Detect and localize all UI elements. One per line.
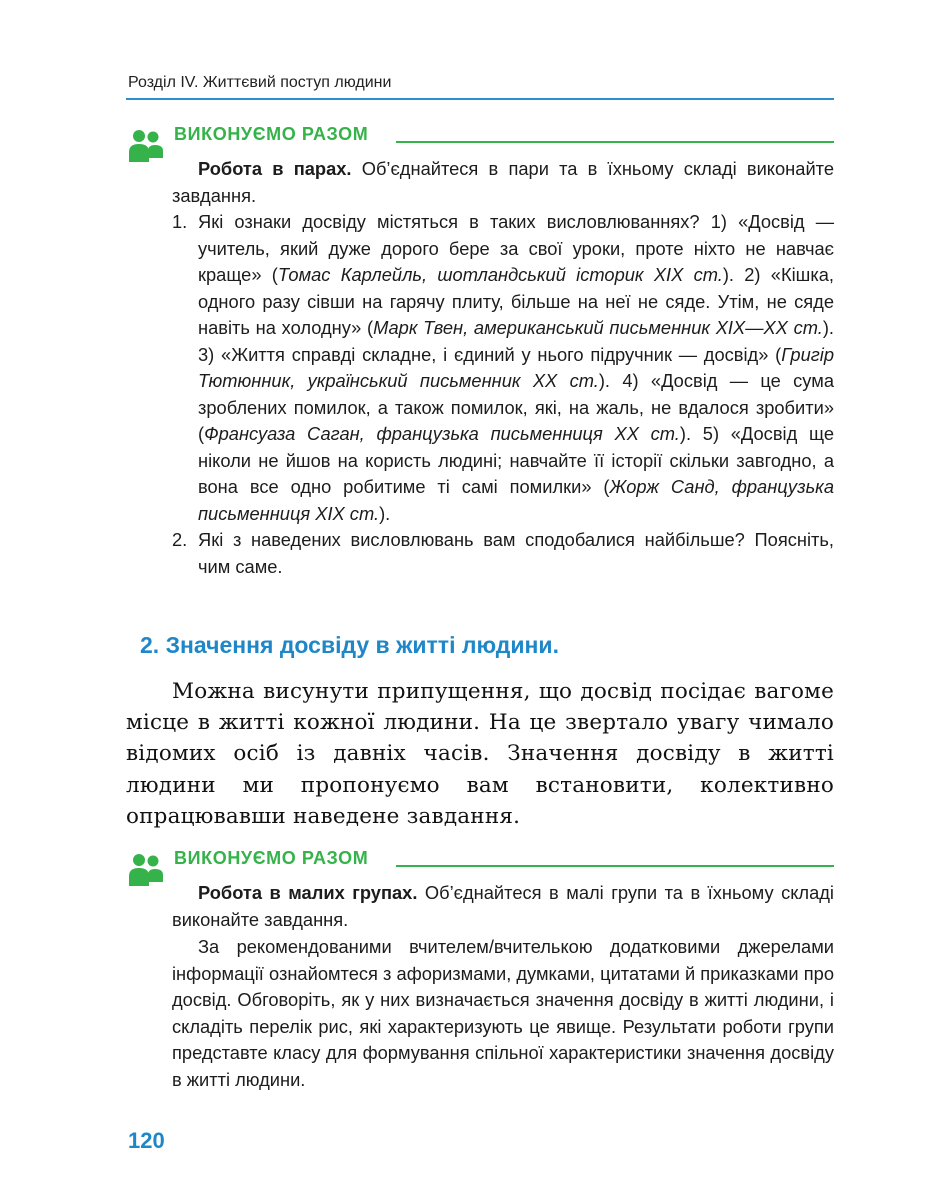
task-instruction: Об’єднайтеся в малі групи та в їхньому складі виконайте завдання. xyxy=(172,882,834,930)
header-rule xyxy=(126,98,834,100)
quote-text: ). 4) «Досвід — це сума зроблених помилок, а також помилок, які, на жаль, не вдалося зробити» ( xyxy=(198,370,834,444)
quote-attribution: Григір Тютюнник, український письменник XX ст. xyxy=(198,343,834,391)
quote-attribution: Марк Твен, американський письменник XIX—XX ст. xyxy=(373,317,823,338)
quote-text: ). 5) «Досвід ще ніколи не йшов на користь людині; навчайте її історії скільки завгодно, а вона все одно робитиме ті самі помилки» ( xyxy=(198,423,834,497)
running-head: Розділ IV. Життєвий поступ людини xyxy=(128,74,392,91)
section-title: 2. Значення досвіду в житті людини. xyxy=(140,632,559,658)
task-type: Робота в малих групах. xyxy=(198,882,418,903)
page-number: 120 xyxy=(128,1128,165,1153)
activity-box-title: ВИКОНУЄМО РАЗОМ xyxy=(174,848,372,869)
activity-box-rule xyxy=(396,865,834,867)
quote-attribution: Франсуаза Саган, французька письменниця XX ст. xyxy=(204,423,680,444)
quote-text: ). 2) «Кішка, одного разу сівши на гарячу плиту, більше на неї не сяде. Утім, не сяде навіть на холодну» ( xyxy=(198,264,834,338)
item-2-text: Які з наведених висловлювань вам сподобалися найбільше? Поясніть, чим саме. xyxy=(198,529,834,577)
task-intro xyxy=(128,156,834,209)
activity-box-title: ВИКОНУЄМО РАЗОМ xyxy=(174,124,372,145)
quote-text: Які ознаки досвіду містяться в таких висловлюваннях? 1) «Досвід — учитель, який дуже дорого бере за свої уроки, проте ніхто не навчає краще» ( xyxy=(198,211,834,285)
task-type: Робота в парах. xyxy=(198,158,352,179)
item-1-text xyxy=(198,211,834,524)
task-intro xyxy=(128,880,834,933)
people-group-icon xyxy=(128,128,164,162)
quote-attribution: Томас Карлейль, шотландський історик XIX ст. xyxy=(277,264,723,285)
task-item-1 xyxy=(128,209,834,527)
task-item-2 xyxy=(128,527,834,580)
item-number: 2. xyxy=(172,529,188,550)
people-group-icon xyxy=(128,852,164,886)
activity-box-header xyxy=(128,848,834,878)
quote-text: ). 3) «Життя справді складне, і єдиний у нього підручник — досвід» ( xyxy=(198,317,834,365)
item-number: 1. xyxy=(172,211,188,232)
activity-box-groups xyxy=(128,848,834,1093)
quote-attribution: Жорж Санд, французька письменниця XIX ст. xyxy=(198,476,834,524)
activity-box-pairs xyxy=(128,124,834,580)
quote-text: ). xyxy=(379,502,391,524)
activity-box-rule xyxy=(396,141,834,143)
task-paragraph: За рекомендованими вчителем/вчителькою додатковими джерелами інформації ознайомтеся з афоризмами, думками, цитатами й приказками про досвід. Обговоріть, як у них визначається значення досвіду в житті людини, і складіть перелік рис, які характеризують це явище. Результати роботи групи представте класу для формування спільної характеристики значення досвіду в житті людини. xyxy=(172,936,834,1090)
activity-box-header xyxy=(128,124,834,154)
section-paragraph xyxy=(126,676,834,832)
section-paragraph-text: Можна висунути припущення, що досвід посідає вагоме місце в житті кожної людини. На це звертало увагу чимало відомих осіб із давніх часів. Значення досвіду в житті людини ми пропонуємо вам встановити, колективно опрацювавши наведене завдання. xyxy=(126,679,834,829)
task-instruction: Об’єднайтеся в пари та в їхньому складі виконайте завдання. xyxy=(172,158,834,206)
